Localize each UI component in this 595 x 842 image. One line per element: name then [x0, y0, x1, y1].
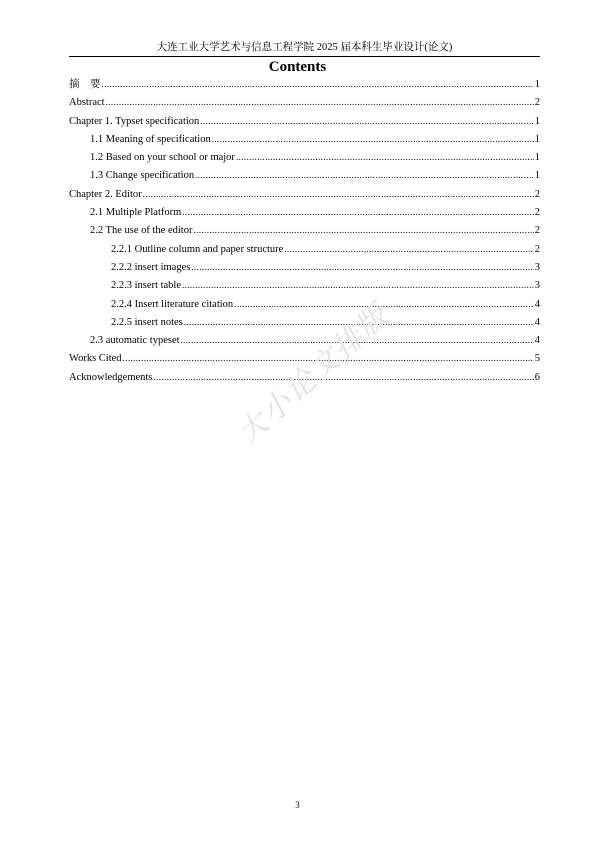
toc-leader-dots	[143, 185, 534, 203]
toc-entry[interactable]	[69, 75, 540, 93]
toc-entry-page: 1	[534, 170, 540, 182]
toc-entry[interactable]	[69, 93, 540, 111]
toc-entry-page: 2	[534, 188, 540, 200]
toc-entry[interactable]	[69, 185, 540, 203]
toc-entry-label: Works Cited	[69, 353, 122, 365]
toc-entry-label: 摘 要	[69, 79, 101, 90]
toc-entry-label: 1.2 Based on your school or major	[90, 152, 235, 164]
toc-entry-page: 4	[534, 316, 540, 328]
toc-entry-label: 2.2.5 insert notes	[111, 316, 183, 328]
table-of-contents	[69, 75, 540, 386]
toc-entry-page: 1	[534, 115, 540, 127]
toc-entry-label: 2.1 Multiple Platform	[90, 207, 182, 219]
toc-entry-label: 2.2.4 Insert literature citation	[111, 298, 234, 310]
toc-leader-dots	[200, 112, 533, 130]
toc-entry-page: 3	[534, 261, 540, 273]
toc-entry[interactable]	[69, 130, 540, 148]
toc-leader-dots	[212, 130, 534, 148]
toc-leader-dots	[106, 93, 534, 111]
toc-leader-dots	[236, 148, 534, 166]
toc-entry-page: 2	[534, 225, 540, 237]
toc-entry-page: 4	[534, 335, 540, 347]
toc-entry-label: Abstract	[69, 97, 105, 109]
header-rule	[69, 56, 540, 57]
page-number: 3	[295, 800, 300, 810]
toc-leader-dots	[102, 75, 534, 93]
toc-entry-page: 2	[534, 97, 540, 109]
toc-leader-dots	[182, 276, 534, 294]
watermark: 大小论文排版	[230, 297, 397, 452]
toc-entry[interactable]	[69, 112, 540, 130]
toc-entry-label: 2.2.2 insert images	[111, 261, 191, 273]
toc-entry-label: Chapter 1. Typset specification	[69, 115, 200, 127]
page-title: Contents	[268, 59, 327, 75]
toc-entry-label: 2.2 The use of the editor	[90, 225, 193, 237]
toc-entry-page: 1	[534, 133, 540, 145]
toc-leader-dots	[182, 203, 533, 221]
toc-entry-page: 1	[534, 79, 540, 90]
toc-entry[interactable]	[69, 240, 540, 258]
toc-entry[interactable]	[69, 203, 540, 221]
toc-entry[interactable]	[69, 276, 540, 294]
toc-leader-dots	[193, 221, 533, 239]
toc-entry[interactable]	[69, 221, 540, 239]
toc-leader-dots	[195, 166, 534, 184]
toc-entry[interactable]	[69, 148, 540, 166]
toc-leader-dots	[191, 258, 533, 276]
toc-entry-page: 2	[534, 243, 540, 255]
toc-entry-label: 2.2.1 Outline column and paper structure	[111, 243, 284, 255]
toc-leader-dots	[284, 240, 533, 258]
toc-entry-label: Acknowledgements	[69, 371, 153, 383]
page-header: 大连工业大学艺术与信息工程学院 2025 届本科生毕业设计(论文)	[156, 42, 453, 53]
toc-entry-page: 2	[534, 207, 540, 219]
toc-entry[interactable]	[69, 295, 540, 313]
toc-entry[interactable]	[69, 313, 540, 331]
toc-entry[interactable]	[69, 258, 540, 276]
toc-entry-label: Chapter 2. Editor	[69, 188, 142, 200]
toc-entry-label: 1.1 Meaning of specification	[90, 133, 211, 145]
toc-entry-label: 2.2.3 insert table	[111, 280, 181, 292]
toc-entry-label: 1.3 Change specification	[90, 170, 195, 182]
toc-entry-page: 4	[534, 298, 540, 310]
toc-entry-page: 5	[534, 353, 540, 365]
toc-entry-label: 2.3 automatic typeset	[90, 335, 180, 347]
toc-entry-page: 6	[534, 371, 540, 383]
toc-entry-page: 3	[534, 280, 540, 292]
toc-entry-page: 1	[534, 152, 540, 164]
toc-entry[interactable]	[69, 166, 540, 184]
